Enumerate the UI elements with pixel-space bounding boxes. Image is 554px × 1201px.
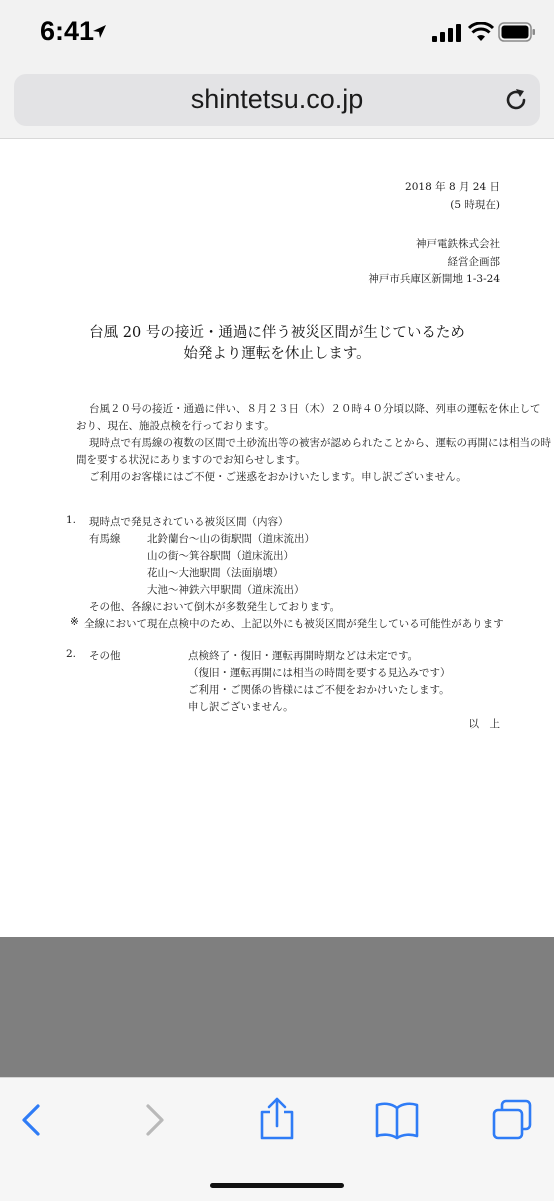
share-icon[interactable]	[256, 1096, 298, 1142]
document-page	[0, 139, 554, 937]
section-2-number: 2.	[66, 648, 77, 660]
tabs-icon[interactable]	[490, 1098, 534, 1142]
doc-paragraph-line: 間を要する状況にありますのでお知らせします。	[76, 454, 306, 466]
reload-icon[interactable]	[502, 86, 530, 114]
cellular-signal-icon	[432, 24, 462, 42]
section-2-heading: その他	[89, 650, 121, 662]
address-bar[interactable]	[14, 74, 540, 126]
doc-paragraph-line: 現時点で有馬線の複数の区間で土砂流出等の被害が認められたことから、運転の再開には相当の時	[89, 437, 551, 449]
inspection-note: 全線において現在点検中のため、上記以外にも被災区間が発生している可能性があります	[84, 618, 504, 630]
battery-icon	[498, 22, 536, 42]
status-bar	[0, 0, 554, 66]
other-damage-note: その他、各線において倒木が多数発生しております。	[89, 601, 341, 613]
doc-paragraph-line: ご利用のお客様にはご不便・ご迷惑をおかけいたします。申し訳ございません。	[89, 471, 467, 483]
damaged-section: 山の街～箕谷駅間（道床流出）	[147, 550, 294, 562]
damaged-section: 北鈴蘭台～山の街駅間（道床流出）	[147, 533, 315, 545]
doc-department: 経営企画部	[447, 256, 500, 268]
home-indicator[interactable]	[210, 1183, 344, 1188]
doc-paragraph-line: 台風２０号の接近・通過に伴い、８月２３日（木）２０時４０分頃以降、列車の運転を休止して	[89, 403, 541, 415]
chevron-right-icon[interactable]	[134, 1100, 174, 1140]
note-mark: ※	[70, 616, 79, 628]
clock: 6:41	[40, 16, 95, 46]
section-1-number: 1.	[66, 514, 77, 526]
doc-address: 神戸市兵庫区新開地 1-3-24	[368, 273, 500, 285]
doc-as-of: (5 時現在)	[450, 199, 500, 211]
section-2-line: ご利用・ご関係の皆様にはご不便をおかけいたします。	[188, 684, 450, 696]
doc-date: 2018 年 8 月 24 日	[405, 181, 500, 193]
chevron-left-icon[interactable]	[12, 1100, 52, 1140]
closing-remark: 以 上	[468, 718, 500, 730]
doc-company: 神戸電鉄株式会社	[416, 238, 500, 250]
section-1-heading: 現時点で発見されている被災区間（内容）	[89, 516, 289, 528]
doc-title-line-2: 始発より運転を休止します。	[183, 346, 371, 362]
location-arrow-icon	[92, 24, 107, 39]
wifi-icon	[468, 22, 494, 42]
section-2-line: 申し訳ございません。	[188, 701, 294, 713]
doc-paragraph-line: おり、現在、施設点検を行っております。	[76, 420, 275, 432]
book-icon[interactable]	[374, 1100, 420, 1140]
section-2-line: （復旧・運転再開には相当の時間を要する見込みです）	[188, 667, 451, 679]
page-background	[0, 937, 554, 1077]
address-bar-container	[0, 66, 554, 139]
doc-title-line-1: 台風 20 号の接近・通過に伴う被災区間が生じているため	[89, 325, 465, 341]
section-2-line: 点検終了・復旧・運転再開時期などは未定です。	[188, 650, 419, 662]
url-text[interactable]: shintetsu.co.jp	[190, 84, 364, 114]
line-name: 有馬線	[89, 533, 121, 545]
damaged-section: 大池～神鉄六甲駅間（道床流出）	[147, 584, 305, 596]
damaged-section: 花山～大池駅間（法面崩壊）	[147, 567, 284, 579]
